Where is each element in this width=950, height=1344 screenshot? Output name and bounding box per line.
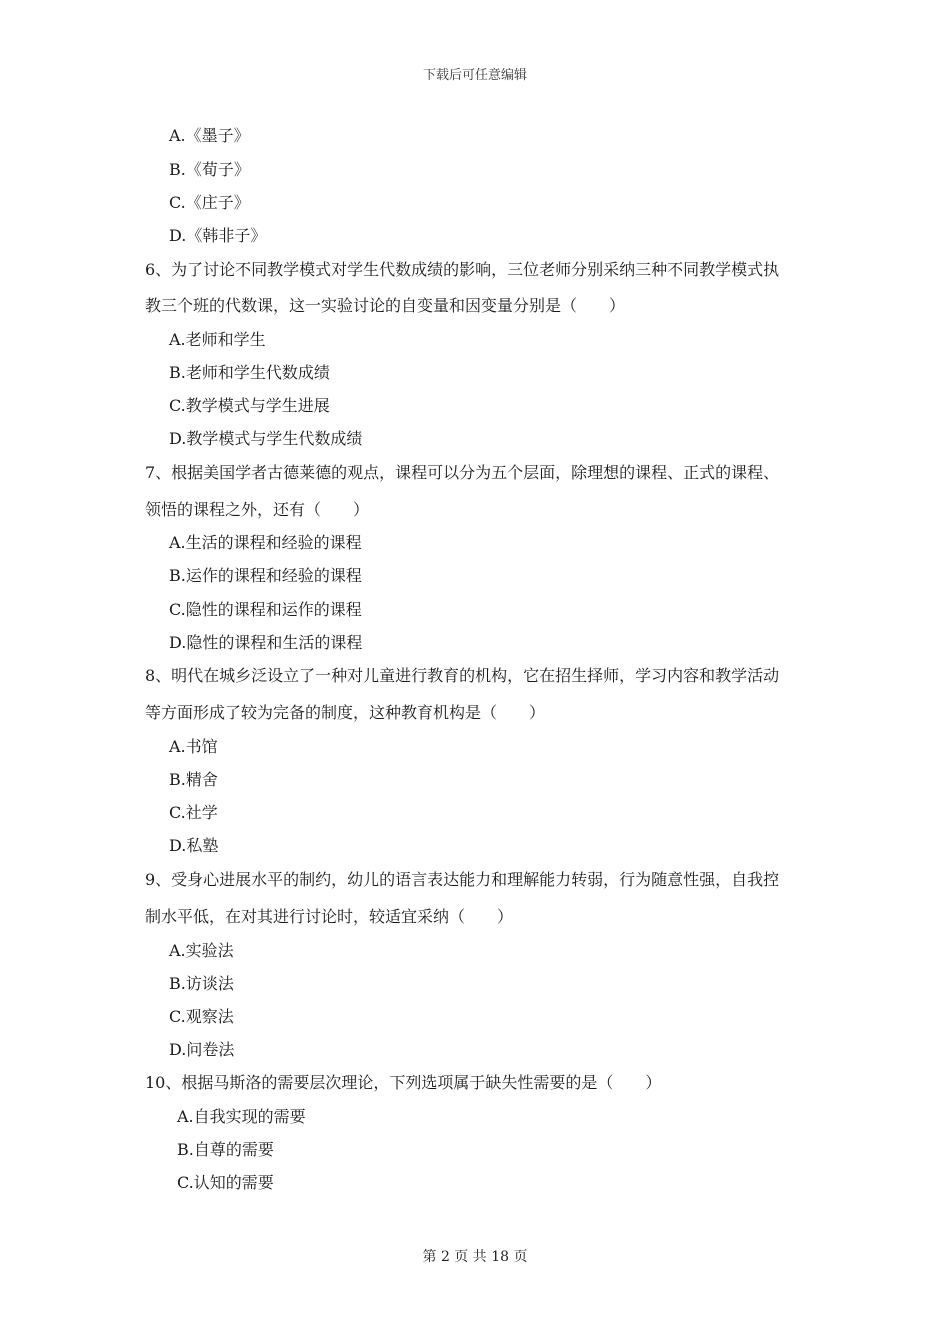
q10-text-line-1: 10、根据马斯洛的需要层次理论，下列选项属于缺失性需要的是（ ） (145, 1073, 662, 1092)
q9-option-d: D.问卷法 (169, 1040, 235, 1059)
page-footer: 第 2 页 共 18 页 (422, 1249, 528, 1265)
q7-text-line-2: 领悟的课程之外，还有（ ） (145, 500, 370, 519)
q6-option-b: B.老师和学生代数成绩 (169, 363, 330, 382)
q6-text-line-1: 6、为了讨论不同教学模式对学生代数成绩的影响，三位老师分别采纳三种不同教学模式执 (145, 260, 780, 279)
q5-option-a: A.《墨子》 (169, 126, 250, 145)
q7-option-a: A.生活的课程和经验的课程 (169, 533, 362, 552)
q9-option-b: B.访谈法 (169, 974, 234, 993)
page-header: 下载后可任意编辑 (422, 68, 527, 83)
q5-option-b: B.《荀子》 (169, 160, 250, 179)
q9-text-line-2: 制水平低，在对其进行讨论时，较适宜采纳（ ） (145, 907, 514, 926)
q9-option-a: A.实验法 (169, 941, 234, 960)
q6-option-d: D.教学模式与学生代数成绩 (169, 429, 363, 448)
q8-text-line-1: 8、明代在城乡泛设立了一种对儿童进行教育的机构，它在招生择师，学习内容和教学活动 (145, 666, 780, 685)
q7-option-b: B.运作的课程和经验的课程 (169, 566, 362, 585)
q6-text-line-2: 教三个班的代数课，这一实验讨论的自变量和因变量分别是（ ） (145, 296, 626, 315)
q6-option-a: A.老师和学生 (169, 330, 266, 349)
q8-option-a: A.书馆 (169, 737, 218, 756)
q8-option-c: C.社学 (169, 803, 218, 822)
q6-option-c: C.教学模式与学生进展 (169, 396, 330, 415)
q8-text-line-2: 等方面形成了较为完备的制度，这种教育机构是（ ） (145, 703, 546, 722)
q9-text-line-1: 9、受身心进展水平的制约，幼儿的语言表达能力和理解能力转弱，行为随意性强，自我控 (145, 870, 780, 889)
q10-option-a: A.自我实现的需要 (177, 1107, 306, 1126)
q8-option-d: D.私塾 (169, 836, 219, 855)
q7-option-d: D.隐性的课程和生活的课程 (169, 633, 363, 652)
q9-option-c: C.观察法 (169, 1007, 234, 1026)
q5-option-d: D.《韩非子》 (169, 226, 267, 245)
q10-option-c: C.认知的需要 (177, 1173, 274, 1192)
q8-option-b: B.精舍 (169, 770, 218, 789)
q10-option-b: B.自尊的需要 (177, 1140, 274, 1159)
q7-text-line-1: 7、根据美国学者古德莱德的观点，课程可以分为五个层面，除理想的课程、正式的课程、 (145, 463, 780, 482)
q7-option-c: C.隐性的课程和运作的课程 (169, 600, 362, 619)
q5-option-c: C.《庄子》 (169, 193, 250, 212)
